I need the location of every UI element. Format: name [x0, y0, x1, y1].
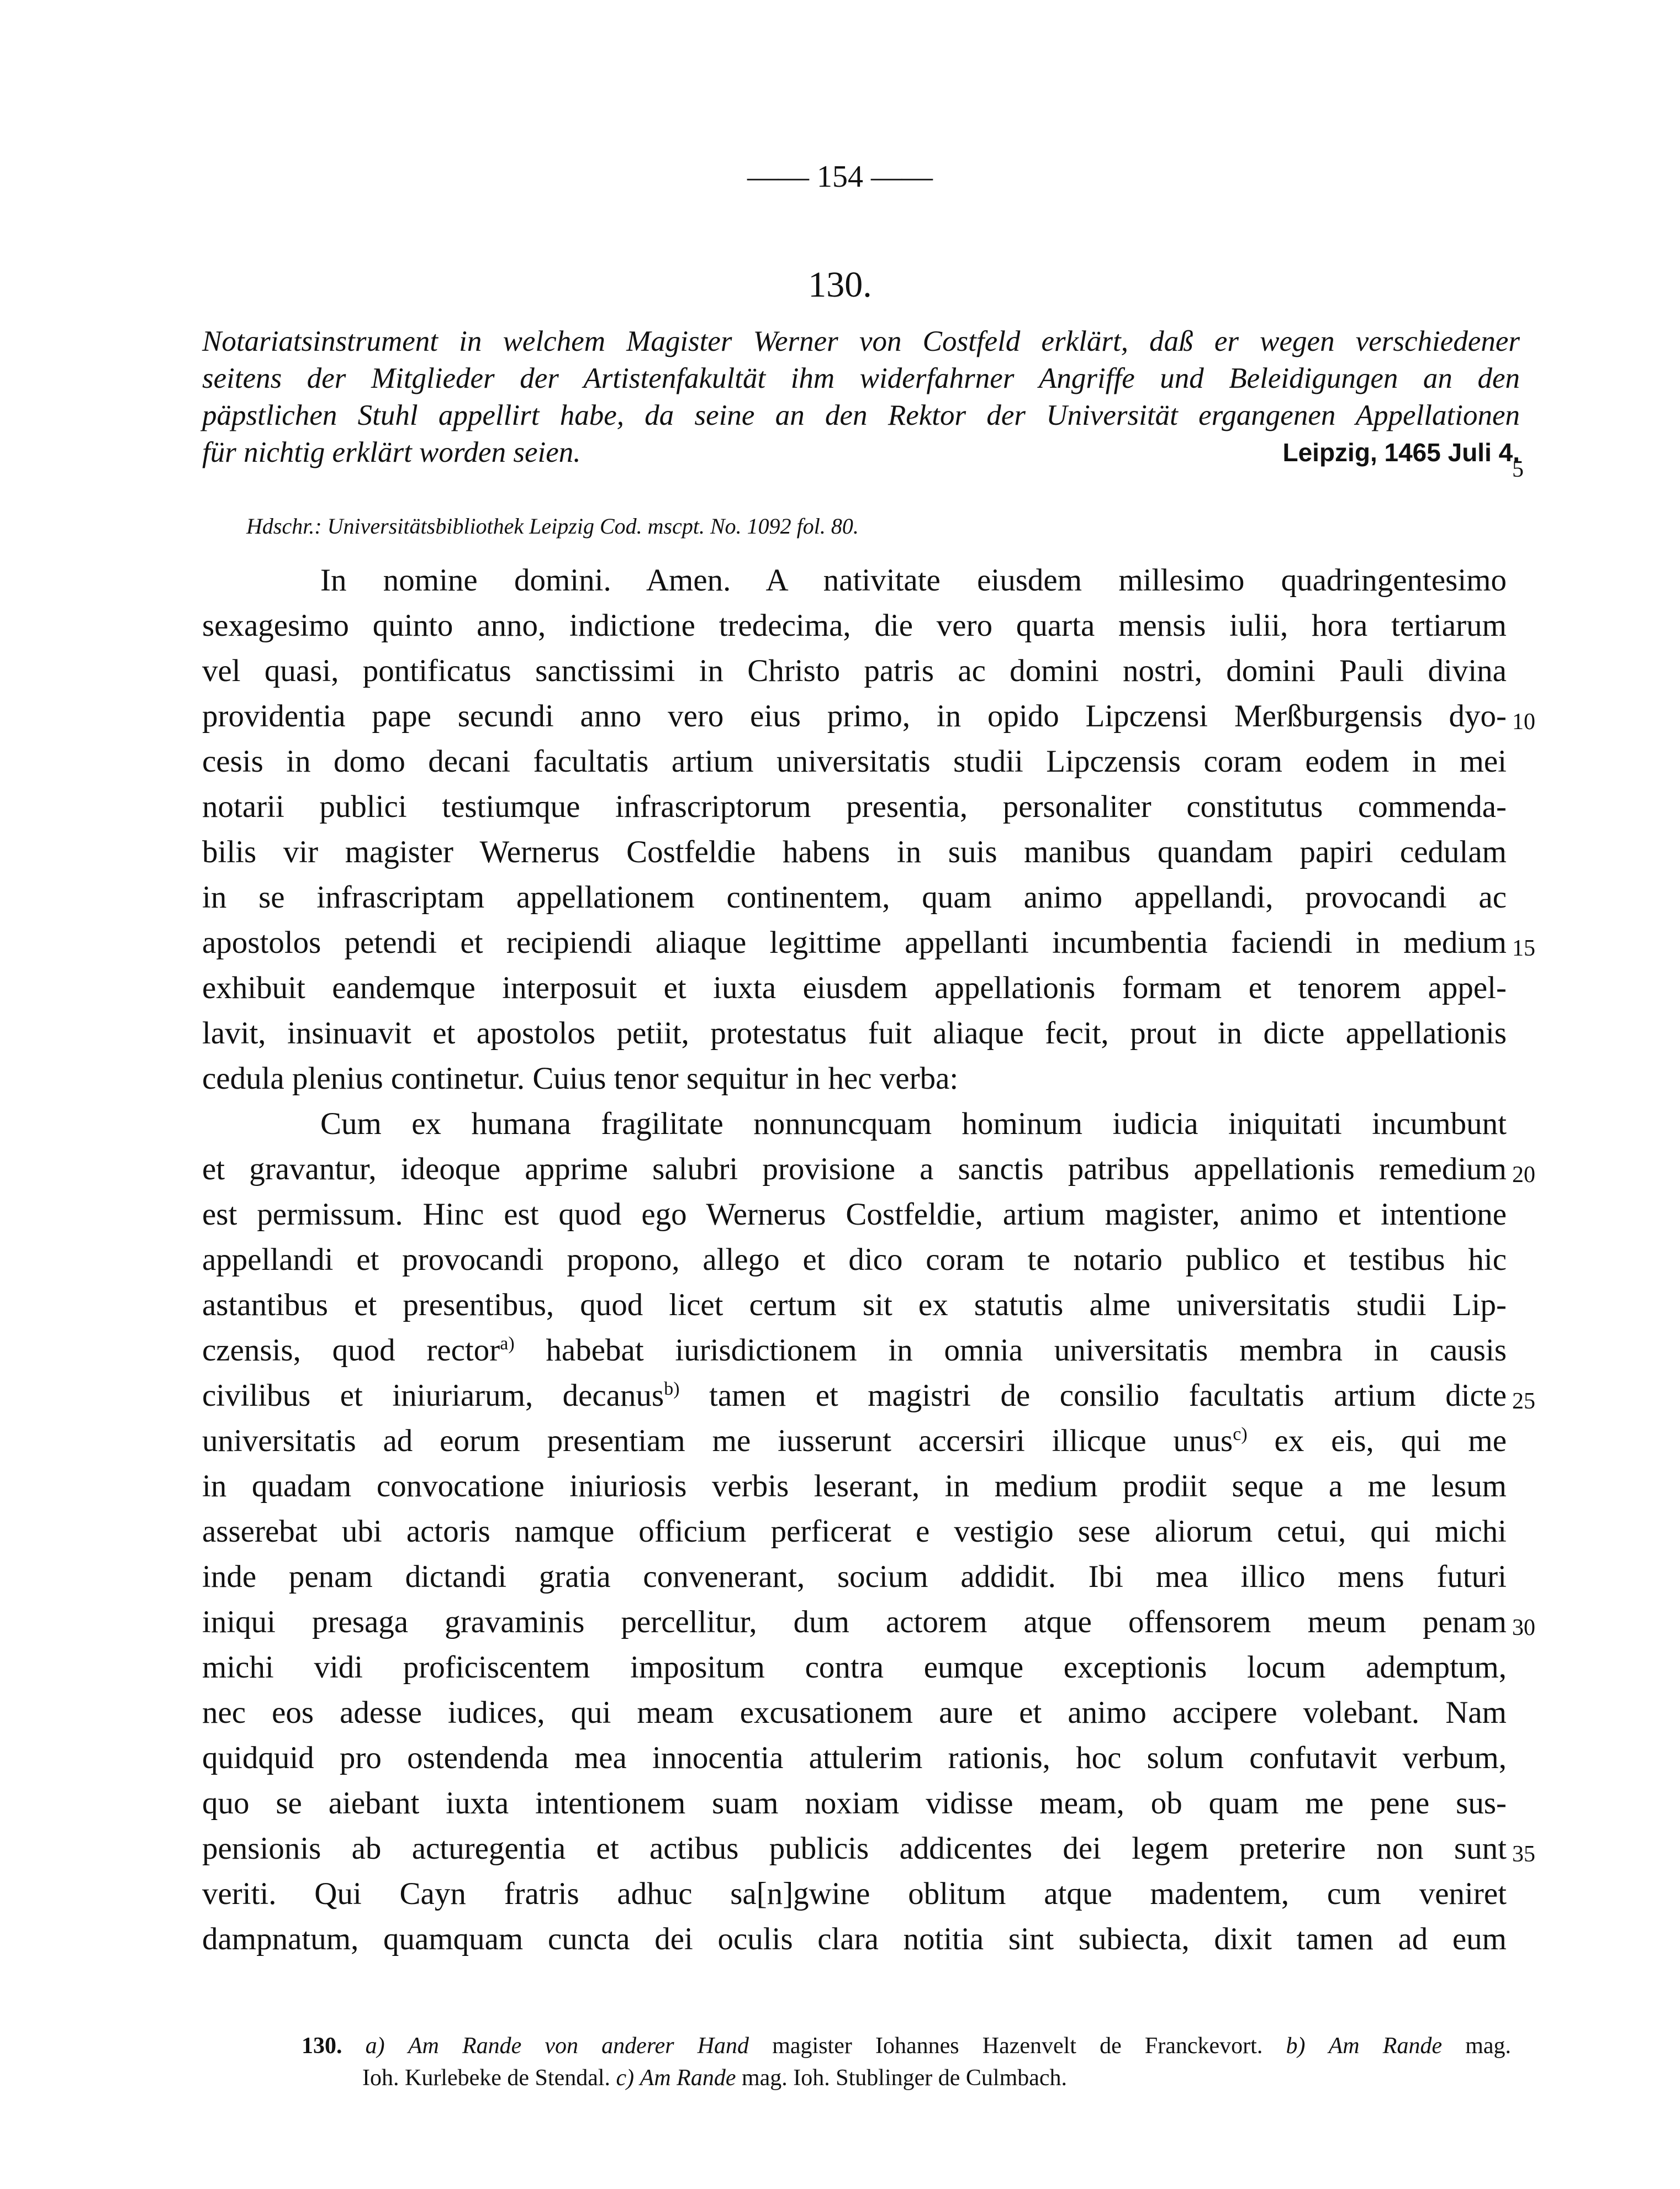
line-number-margin: 20	[1512, 1162, 1535, 1188]
text-line: asserebat ubi actoris namque officium perficerat e vestigio sese aliorum cetui, qui michi	[202, 1514, 1507, 1549]
text-line: iniqui presaga gravaminis percellitur, dum actorem atque offensorem meum penam	[202, 1605, 1507, 1639]
text-line: apostolos petendi et recipiendi aliaque legittime appellanti incumbentia faciendi in medium	[202, 925, 1507, 960]
text-line	[202, 1373, 1507, 1418]
footnote-ref-b: b)	[664, 1379, 680, 1399]
text-line	[202, 1418, 1507, 1464]
source-citation: Hdschr.: Universitätsbibliothek Leipzig Cod. mscpt. No. 1092 fol. 80.	[246, 514, 859, 539]
text-line	[202, 1328, 1507, 1373]
document-heading	[202, 323, 1520, 471]
text-line: pensionis ab acturegentia et actibus publicis addicentes dei legem preterire non sunt	[202, 1831, 1507, 1866]
heading-line: päpstlichen Stuhl appellirt habe, da seine an den Rektor der Universität ergangenen Appellationen	[202, 399, 1520, 431]
text-line: vel quasi, pontificatus sanctissimi in Christo patris ac domini nostri, domini Pauli divina	[202, 653, 1507, 688]
heading-line-text: für nichtig erklärt worden seien.	[202, 436, 581, 468]
text-segment: czensis, quod rector	[202, 1333, 500, 1368]
text-line: bilis vir magister Wernerus Costfeldie habens in suis manibus quandam papiri cedulam	[202, 835, 1507, 869]
text-line: astantibus et presentibus, quod licet certum sit ex statutis alme universitatis studii Lip-	[202, 1288, 1507, 1322]
text-line: in quadam convocatione iniuriosis verbis leserant, in medium prodiit seque a me lesum	[202, 1469, 1507, 1504]
text-segment: civilibus et iniuriarum, decanus	[202, 1378, 664, 1413]
text-line: Cum ex humana fragilitate nonnuncquam hominum iudicia iniquitati incumbunt	[320, 1106, 1507, 1141]
line-number-margin: 25	[1512, 1389, 1535, 1414]
footnote-marker: c)	[616, 2065, 635, 2091]
text-line: quidquid pro ostendenda mea innocentia attulerim rationis, hoc solum confutavit verbum,	[202, 1740, 1507, 1775]
footnote-text: magister Iohannes Hazenvelt de Franckevort.	[772, 2033, 1263, 2059]
line-number-margin: 15	[1512, 936, 1535, 961]
text-line: quo se aiebant iuxta intentionem suam noxiam vidisse meam, ob quam me pene sus-	[202, 1786, 1507, 1821]
text-line: cesis in domo decani facultatis artium universitatis studii Lipczensis coram eodem in mei	[202, 744, 1507, 779]
text-segment: ex eis, qui me	[1247, 1423, 1507, 1458]
text-line: lavit, insinuavit et apostolos petiit, protestatus fuit aliaque fecit, prout in dicte appellationis	[202, 1016, 1507, 1051]
footnote-label: Am Rande	[640, 2065, 736, 2091]
text-line: veriti. Qui Cayn fratris adhuc sa[n]gwine oblitum atque madentem, cum veniret	[202, 1876, 1507, 1911]
text-line: cedula plenius continetur. Cuius tenor sequitur in hec verba:	[202, 1061, 959, 1096]
footnote-text: Ioh. Kurlebeke de Stendal.	[362, 2065, 611, 2091]
footnote-ref-a: a)	[500, 1333, 515, 1354]
text-line: nec eos adesse iudices, qui meam excusationem aure et animo accipere volebant. Nam	[202, 1695, 1507, 1730]
text-line: In nomine domini. Amen. A nativitate eiusdem millesimo quadringentesimo	[320, 563, 1507, 598]
text-line: providentia pape secundi anno vero eius primo, in opido Lipczensi Merßburgensis dyo-	[202, 699, 1507, 734]
text-line: dampnatum, quamquam cuncta dei oculis clara notitia sint subiecta, dixit tamen ad eum	[202, 1922, 1507, 1956]
text-line: et gravantur, ideoque apprime salubri provisione a sanctis patribus appellationis remedium	[202, 1152, 1507, 1186]
text-line: est permissum. Hinc est quod ego Wernerus Costfeldie, artium magister, animo et intentione	[202, 1197, 1507, 1232]
footnote-number: 130.	[302, 2033, 342, 2059]
text-line: sexagesimo quinto anno, indictione tredecima, die vero quarta mensis iulii, hora tertiarum	[202, 608, 1507, 643]
line-number-margin: 35	[1512, 1842, 1535, 1867]
footnote-line	[202, 2030, 1511, 2062]
footnote-marker: b)	[1286, 2033, 1306, 2059]
footnotes	[202, 2030, 1511, 2094]
text-segment: universitatis ad eorum presentiam me iusserunt accersiri illicque unus	[202, 1423, 1233, 1458]
text-segment: tamen et magistri de consilio facultatis artium dicte	[679, 1378, 1507, 1413]
line-number-margin: 30	[1512, 1615, 1535, 1641]
line-number-margin: 10	[1512, 709, 1535, 735]
text-segment: habebat iurisdictionem in omnia universitatis membra in causis	[514, 1333, 1507, 1368]
text-line: appellandi et provocandi propono, allego et dico coram te notario publico et testibus hic	[202, 1242, 1507, 1277]
footnote-line	[202, 2062, 1511, 2094]
footnote-ref-c: c)	[1233, 1424, 1248, 1444]
footnote-text: mag.	[1465, 2033, 1512, 2059]
heading-line: seitens der Mitglieder der Artistenfakultät ihm widerfahrner Angriffe und Beleidigungen an den	[202, 362, 1520, 394]
body-text	[202, 558, 1507, 1962]
text-line: in se infrascriptam appellationem continentem, quam animo appellandi, provocandi ac	[202, 880, 1507, 915]
document-number: 130.	[808, 265, 872, 305]
heading-line: Notariatsinstrument in welchem Magister Werner von Costfeld erklärt, daß er wegen verschiedener	[202, 325, 1520, 357]
footnote-label: Am Rande von anderer Hand	[408, 2033, 749, 2059]
page-number: —— 154 ——	[747, 160, 933, 194]
footnote-text: mag. Ioh. Stublinger de Culmbach.	[741, 2065, 1068, 2091]
heading-line	[202, 434, 1520, 471]
footnote-label: Am Rande	[1328, 2033, 1443, 2059]
line-number-margin: 5	[1512, 457, 1524, 482]
text-line: exhibuit eandemque interposuit et iuxta eiusdem appellationis formam et tenorem appel-	[202, 970, 1507, 1005]
text-line: notarii publici testiumque infrascriptorum presentia, personaliter constitutus commenda-	[202, 789, 1507, 824]
footnote-marker: a)	[365, 2033, 385, 2059]
text-line: inde penam dictandi gratia convenerant, socium addidit. Ibi mea illico mens futuri	[202, 1559, 1507, 1594]
place-date: Leipzig, 1465 Juli 4.	[1282, 438, 1520, 467]
text-line: michi vidi proficiscentem impositum contra eumque exceptionis locum ademptum,	[202, 1650, 1507, 1685]
